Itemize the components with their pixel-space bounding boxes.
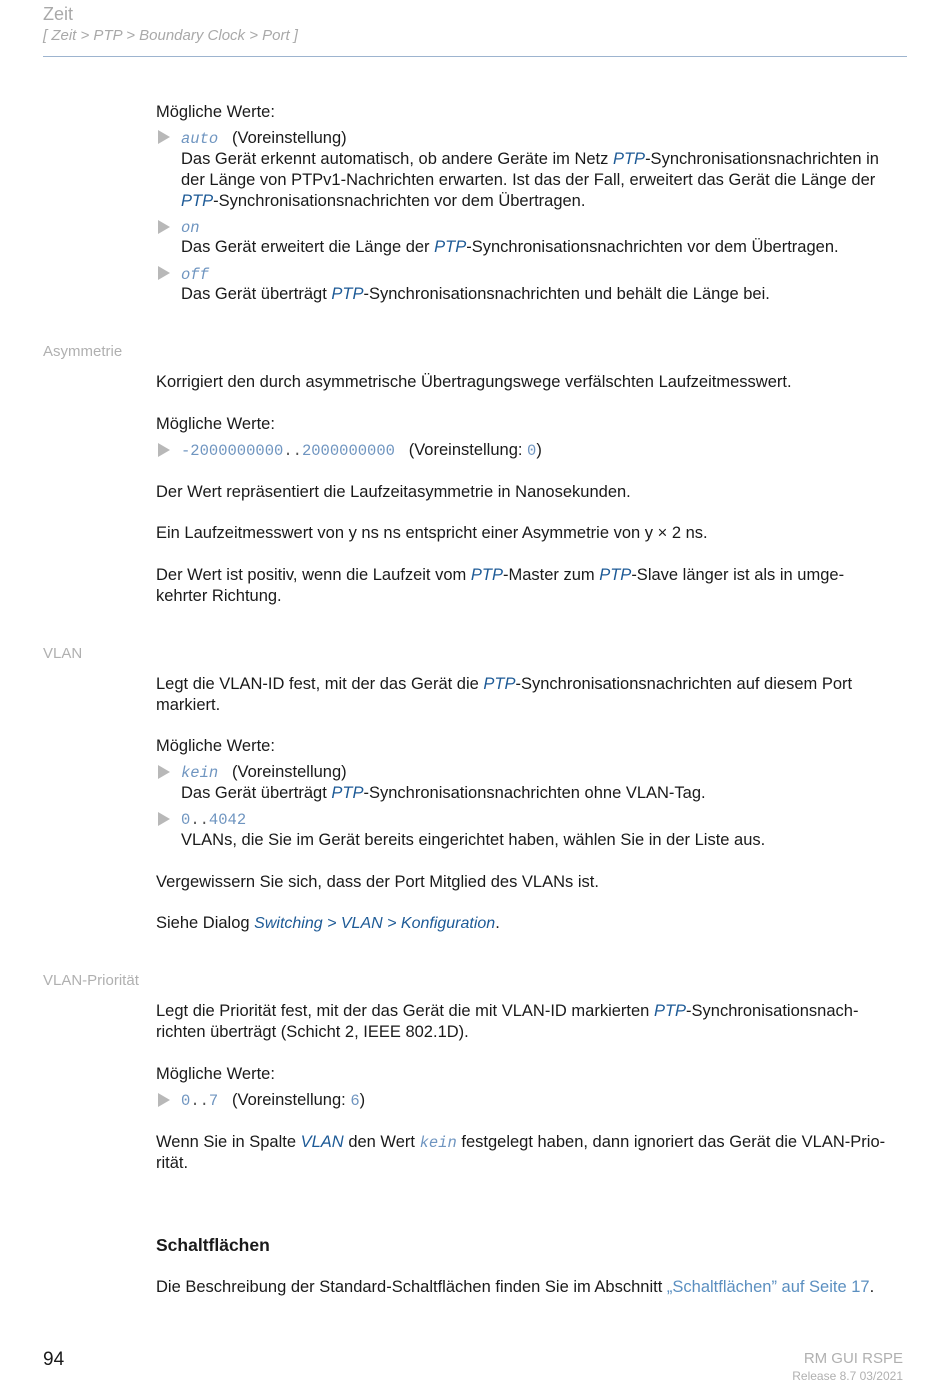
value-auto-default: (Voreinstellung) xyxy=(231,129,347,147)
breadcrumb: [ Zeit > PTP > Boundary Clock > Port ] xyxy=(43,27,298,44)
value-off-code: off xyxy=(181,266,209,284)
value-on-desc: Das Gerät erweitert die Länge der PTP-Synchronisationsnachrichten vor dem Übertragen. xyxy=(181,238,839,256)
dialog-link-switching-vlan[interactable]: Switching > VLAN > Konfiguration xyxy=(254,915,496,932)
asym-note-2: Ein Laufzeitmesswert von y ns ns entspricht einer Asymmetrie von y × 2 ns. xyxy=(156,524,708,542)
value-auto-desc-2: der Länge von PTPv1-Nachrichten erwarten. Ist das der Fall, erweitert das Gerät die Länge der xyxy=(181,171,876,189)
param-label-asymmetrie: Asymmetrie xyxy=(43,343,123,360)
term-ptp: PTP xyxy=(181,192,214,210)
bullet-triangle-icon xyxy=(158,220,170,234)
buttons-reference: Die Beschreibung der Standard-Schaltflächen finden Sie im Abschnitt „Schaltflächen” auf Seite 17. xyxy=(156,1278,875,1296)
asym-note-3: Der Wert ist positiv, wenn die Laufzeit vom PTP-Master zum PTP-Slave länger ist als in umge- xyxy=(156,566,845,584)
xref-link-buttons[interactable]: „Schaltflächen” auf Seite 17 xyxy=(666,1278,870,1296)
value-on-code: on xyxy=(181,219,200,237)
value-off-desc: Das Gerät überträgt PTP-Synchronisationsnachrichten und behält die Länge bei. xyxy=(181,285,770,303)
bullet-triangle-icon xyxy=(158,443,170,457)
value-auto-desc-1: Das Gerät erkennt automatisch, ob andere Geräte im Netz PTP-Synchronisationsnachrichten in xyxy=(181,150,879,168)
term-ptp: PTP xyxy=(653,1002,687,1020)
vlan-member-note: Vergewissern Sie sich, dass der Port Mitglied des VLANs ist. xyxy=(156,873,599,891)
vlan-see-dialog: Siehe Dialog Switching > VLAN > Konfiguration. xyxy=(156,914,500,932)
vlanprio-description-cont: richten überträgt (Schicht 2, IEEE 802.1D). xyxy=(156,1023,469,1041)
bullet-triangle-icon xyxy=(158,130,170,144)
section-heading-buttons: Schaltflächen xyxy=(156,1235,270,1255)
chapter-title: Zeit xyxy=(43,4,74,24)
vlanprio-range: 0..7 (Voreinstellung: 6) xyxy=(181,1091,366,1110)
vlan-description: Legt die VLAN-ID fest, mit der das Gerät die PTP-Synchronisationsnachrichten auf diesem Port xyxy=(156,675,853,693)
value-auto-line xyxy=(181,128,906,150)
value-auto-code: auto xyxy=(181,130,219,148)
possible-values-label: Mögliche Werte: xyxy=(156,1065,275,1083)
page-number: 94 xyxy=(43,1349,65,1370)
term-ptp: PTP xyxy=(470,566,503,584)
bullet-triangle-icon xyxy=(158,1093,170,1107)
vlan-description-cont: markiert. xyxy=(156,696,221,714)
bullet-triangle-icon xyxy=(158,765,170,779)
term-ptp: PTP xyxy=(612,150,646,168)
term-ptp: PTP xyxy=(483,675,516,693)
asym-range: -2000000000..2000000000 (Voreinstellung: 0) xyxy=(181,441,542,460)
asym-description: Korrigiert den durch asymmetrische Übertragungswege verfälschten Laufzeitmesswert. xyxy=(156,373,792,391)
term-vlan: VLAN xyxy=(300,1133,344,1151)
vlan-range: 0..4042 xyxy=(181,811,247,829)
possible-values-label: Mögliche Werte: xyxy=(156,737,275,755)
possible-values-label: Mögliche Werte: xyxy=(156,415,275,433)
term-ptp: PTP xyxy=(331,784,364,802)
vlanprio-description: Legt die Priorität fest, mit der das Gerät die mit VLAN-ID markierten PTP-Synchronisationsnach- xyxy=(156,1002,859,1020)
term-ptp: PTP xyxy=(434,238,467,256)
header-divider xyxy=(43,56,907,57)
release-info: Release 8.7 03/2021 xyxy=(792,1369,903,1383)
vlan-kein-line: kein (Voreinstellung) xyxy=(181,763,347,782)
param-label-vlan-priority: VLAN-Priorität xyxy=(43,972,139,989)
param-label-vlan: VLAN xyxy=(43,645,83,662)
bullet-triangle-icon xyxy=(158,266,170,280)
term-ptp: PTP xyxy=(599,566,632,584)
asym-note-1: Der Wert repräsentiert die Laufzeitasymmetrie in Nanosekunden. xyxy=(156,483,631,501)
value-auto-desc-3: PTP-Synchronisationsnachrichten vor dem Übertragen. xyxy=(181,192,586,210)
vlanprio-note: Wenn Sie in Spalte VLAN den Wert kein festgelegt haben, dann ignoriert das Gerät die VLAN-Prio- xyxy=(156,1133,886,1152)
asym-note-3-cont: kehrter Richtung. xyxy=(156,587,282,605)
vlan-range-desc: VLANs, die Sie im Gerät bereits eingerichtet haben, wählen Sie in der Liste aus. xyxy=(181,831,766,849)
bullet-triangle-icon xyxy=(158,812,170,826)
possible-values-label: Mögliche Werte: xyxy=(156,103,275,121)
vlan-kein-desc: Das Gerät überträgt PTP-Synchronisationsnachrichten ohne VLAN-Tag. xyxy=(181,784,706,802)
term-ptp: PTP xyxy=(331,285,364,303)
vlanprio-note-cont: rität. xyxy=(156,1154,189,1172)
doc-name: RM GUI RSPE xyxy=(803,1350,903,1367)
